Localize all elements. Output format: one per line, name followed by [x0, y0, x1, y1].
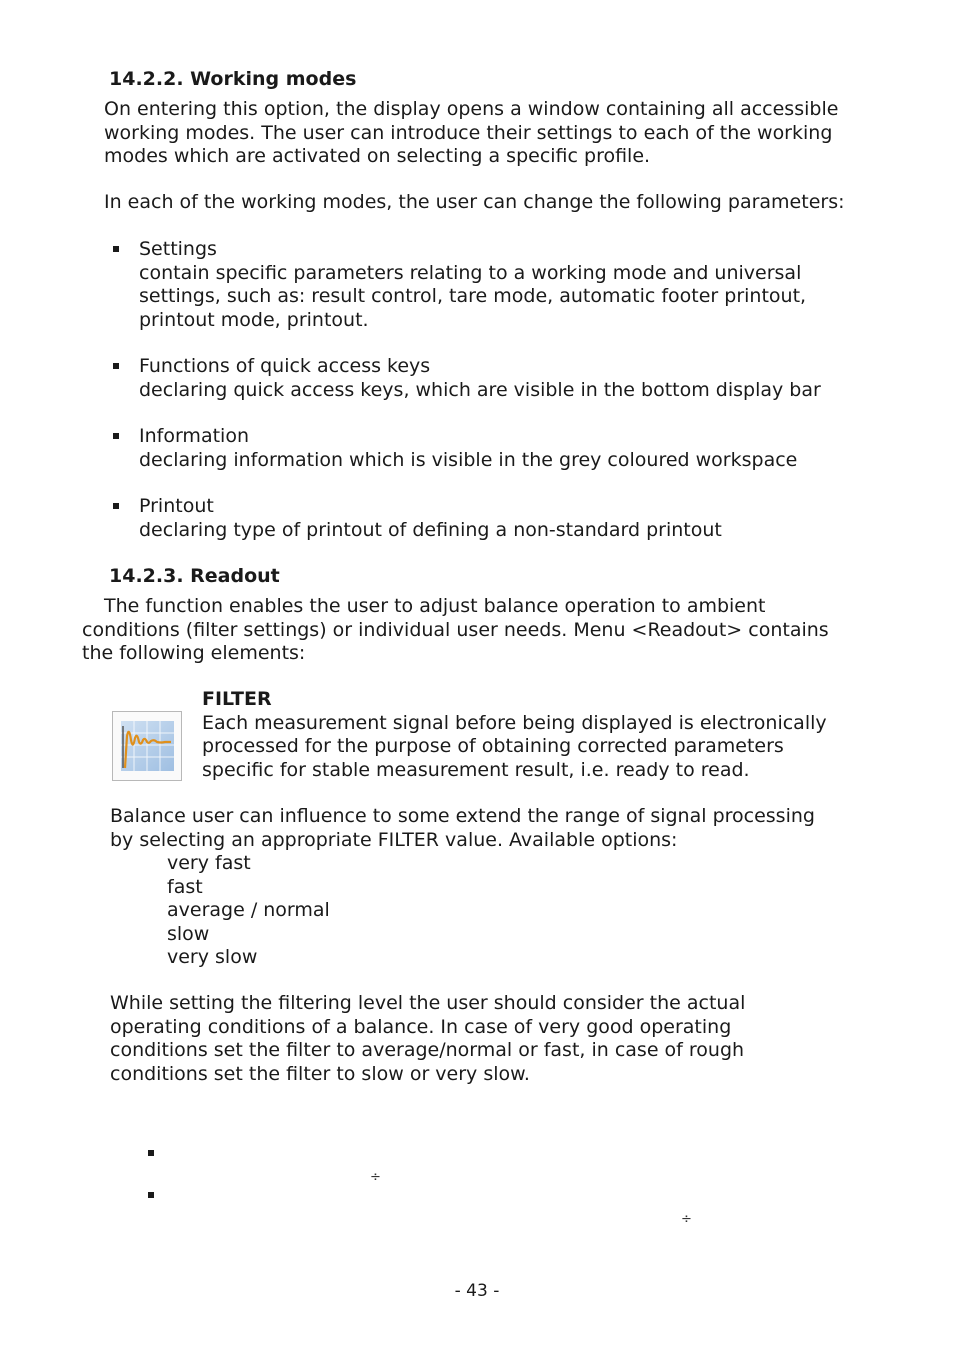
- filter-option: fast: [167, 875, 203, 898]
- page-number: - 43 -: [454, 1281, 500, 1301]
- list-item-information: [139, 425, 797, 472]
- list-item-desc: declaring type of printout of defining a non-standard printout: [139, 518, 722, 541]
- text-line: The function enables the user to adjust balance operation to ambient: [104, 595, 766, 617]
- bullet-square-icon: [113, 363, 119, 369]
- list-item-desc: declaring information which is visible in the grey coloured workspace: [139, 448, 798, 471]
- parameters-intro: In each of the working modes, the user can change the following parameters:: [104, 191, 845, 213]
- text-line: While setting the filtering level the user should consider the actual: [110, 992, 746, 1014]
- filter-curve-icon: [112, 711, 182, 781]
- filter-options-intro: [110, 805, 815, 852]
- filter-advice: [110, 992, 745, 1086]
- filter-option: slow: [167, 922, 210, 945]
- text-line: On entering this option, the display opens a window containing all accessible: [104, 98, 839, 120]
- list-item-desc: contain specific parameters relating to a working mode and universal: [139, 261, 802, 284]
- list-item-title: Settings: [139, 238, 217, 260]
- text-line: by selecting an appropriate FILTER value. Available options:: [110, 828, 678, 851]
- list-item-title: Printout: [139, 495, 214, 517]
- filter-desc: Each measurement signal before being displayed is electronically: [202, 711, 827, 734]
- list-item-quick-keys: [139, 355, 821, 402]
- working-modes-intro: [104, 98, 838, 169]
- text-line: modes which are activated on selecting a specific profile.: [104, 145, 651, 167]
- bullet-square-icon: [148, 1150, 154, 1156]
- filter-options-list: [167, 852, 330, 970]
- bullet-square-icon: [148, 1192, 154, 1198]
- bullet-square-icon: [113, 246, 119, 252]
- filter-option: very fast: [167, 852, 251, 874]
- readout-intro: [82, 595, 829, 666]
- text-line: conditions set the filter to average/normal or fast, in case of rough: [110, 1039, 745, 1061]
- list-item-desc: declaring quick access keys, which are visible in the bottom display bar: [139, 378, 821, 401]
- list-item-settings: [139, 238, 806, 332]
- text-line: operating conditions of a balance. In case of very good operating: [110, 1015, 732, 1038]
- filter-option: average / normal: [167, 899, 330, 921]
- bullet-square-icon: [113, 433, 119, 439]
- text-line: the following elements:: [82, 642, 306, 664]
- list-item-desc: printout mode, printout.: [139, 308, 369, 331]
- text-line: working modes. The user can introduce their settings to each of the working: [104, 121, 833, 144]
- text-line: conditions set the filter to slow or very slow.: [110, 1062, 530, 1085]
- list-item-printout: [139, 495, 722, 542]
- list-item-desc: settings, such as: result control, tare mode, automatic footer printout,: [139, 285, 807, 307]
- text-line: conditions (filter settings) or individual user needs. Menu <Readout> contains: [82, 618, 829, 641]
- list-item-title: Functions of quick access keys: [139, 355, 431, 377]
- section-heading-readout: 14.2.3. Readout: [109, 565, 280, 587]
- division-symbol: ÷: [681, 1212, 692, 1227]
- filter-block: [202, 688, 827, 782]
- text-line: Balance user can influence to some extend the range of signal processing: [110, 805, 815, 827]
- division-symbol: ÷: [370, 1170, 381, 1185]
- filter-option: very slow: [167, 946, 258, 968]
- filter-title: FILTER: [202, 688, 272, 710]
- list-item-title: Information: [139, 425, 249, 447]
- bullet-square-icon: [113, 503, 119, 509]
- filter-desc: specific for stable measurement result, i.e. ready to read.: [202, 758, 750, 781]
- section-heading-working-modes: 14.2.2. Working modes: [109, 68, 357, 90]
- filter-desc: processed for the purpose of obtaining corrected parameters: [202, 735, 784, 757]
